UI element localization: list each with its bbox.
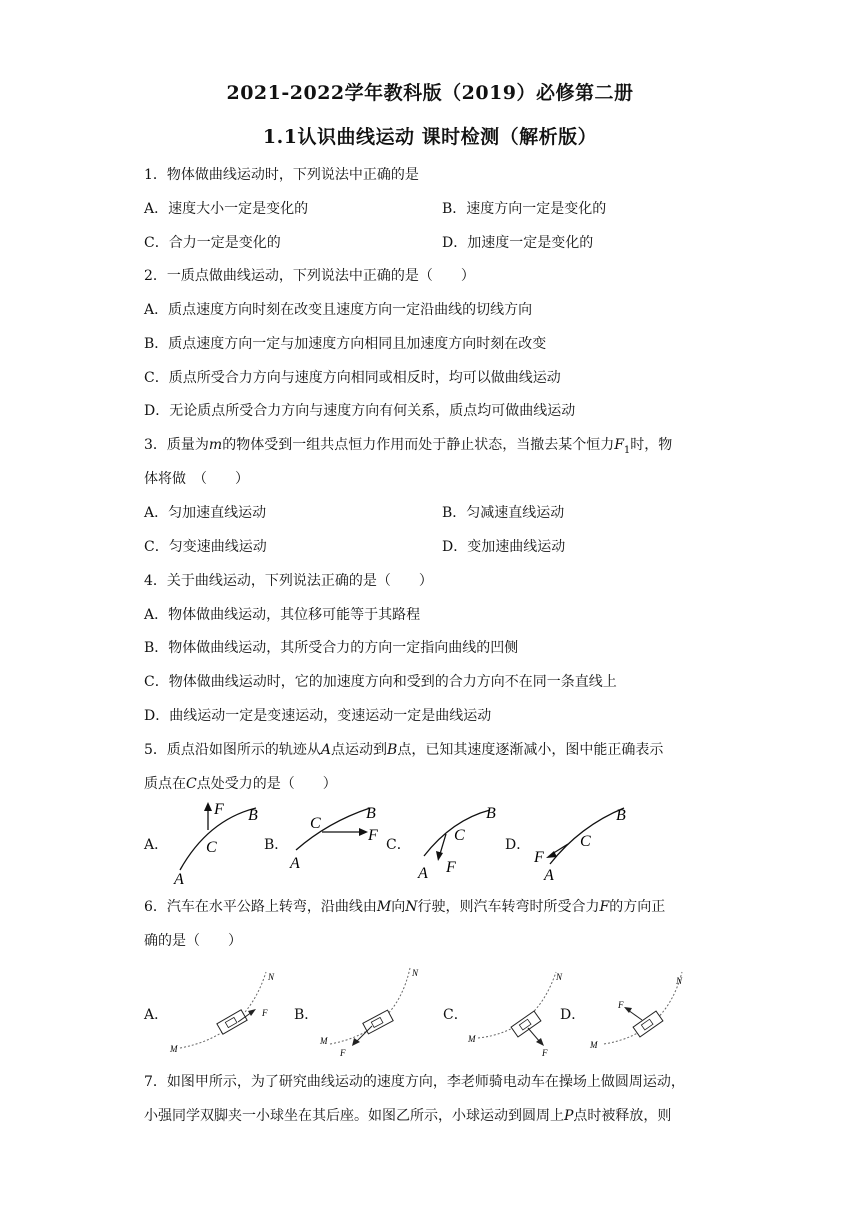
q3-stem-cont: 体将做 （ ）: [144, 471, 249, 487]
q6-figure-c: [464, 966, 574, 1058]
q2-option-c: C．质点所受合力方向与速度方向相同或相反时，均可以做曲线运动: [144, 370, 561, 386]
svg-text:C: C: [310, 815, 321, 832]
svg-text:N: N: [412, 968, 419, 978]
svg-text:M: M: [320, 1036, 328, 1046]
svg-text:N: N: [676, 976, 683, 986]
svg-text:F: F: [262, 1008, 268, 1018]
svg-text:B: B: [616, 807, 626, 824]
svg-text:F: F: [368, 827, 378, 844]
svg-text:F: F: [542, 1048, 548, 1058]
q3-option-b: B．匀减速直线运动: [442, 505, 565, 521]
q6-stem: 6．汽车在水平公路上转弯，沿曲线由M向N行驶，则汽车转弯时所受合力F的方向正: [144, 899, 666, 915]
q5-figure-a: [168, 798, 268, 886]
q4-option-c: C．物体做曲线运动时，它的加速度方向和受到的合力方向不在同一条直线上: [144, 674, 617, 690]
q1-option-c: C．合力一定是变化的: [144, 235, 281, 251]
svg-text:F: F: [214, 801, 224, 818]
q5-figure-c: [410, 798, 510, 886]
q6-fig-d-label: D．: [560, 1007, 586, 1023]
q4-option-d: D．曲线运动一定是变速运动，变速运动一定是曲线运动: [144, 708, 492, 724]
q2-option-d: D．无论质点所受合力方向与速度方向有何关系，质点均可做曲线运动: [144, 403, 576, 419]
svg-text:F: F: [446, 859, 456, 876]
q2-option-a: A．质点速度方向时刻在改变且速度方向一定沿曲线的切线方向: [144, 302, 533, 318]
q2-option-b: B．质点速度方向一定与加速度方向相同且加速度方向时刻在改变: [144, 336, 547, 352]
svg-text:F: F: [618, 1000, 624, 1010]
svg-text:A: A: [544, 867, 554, 884]
svg-text:M: M: [468, 1034, 476, 1044]
q5-fig-c-label: C．: [386, 837, 411, 853]
svg-text:M: M: [590, 1040, 598, 1050]
q4-stem: 4．关于曲线运动，下列说法正确的是（ ）: [144, 573, 433, 589]
q5-figure-d: [530, 798, 640, 886]
svg-text:C: C: [454, 827, 465, 844]
q6-fig-b-label: B．: [294, 1007, 319, 1023]
page-title: 2021-2022学年教科版（2019）必修第二册: [226, 82, 634, 104]
q3-stem: 3．质量为m的物体受到一组共点恒力作用而处于静止状态，当撤去某个恒力$F_1$时，物: [144, 437, 673, 456]
q4-option-a: A．物体做曲线运动，其位移可能等于其路程: [144, 607, 421, 623]
q3-option-c: C．匀变速曲线运动: [144, 539, 267, 555]
q1-option-a: A．速度大小一定是变化的: [144, 201, 309, 217]
svg-text:N: N: [268, 972, 275, 982]
q1-option-b: B．速度方向一定是变化的: [442, 201, 607, 217]
q5-fig-d-label: D．: [505, 837, 531, 853]
svg-text:A: A: [418, 865, 428, 882]
q6-fig-c-label: C．: [443, 1007, 468, 1023]
svg-text:B: B: [486, 805, 496, 822]
q6-figure-b: [316, 962, 426, 1058]
q3-option-a: A．匀加速直线运动: [144, 505, 267, 521]
q6-fig-a-label: A．: [144, 1007, 169, 1023]
q7-line-1: 7．如图甲所示，为了研究曲线运动的速度方向，李老师骑电动车在操场上做圆周运动，: [144, 1074, 685, 1090]
svg-text:A: A: [174, 871, 184, 888]
svg-text:B: B: [248, 807, 258, 824]
q5-fig-b-label: B．: [264, 837, 289, 853]
q1-option-d: D．加速度一定是变化的: [442, 235, 594, 251]
svg-text:F: F: [534, 849, 544, 866]
q6-stem-cont: 确的是（ ）: [144, 933, 242, 949]
svg-text:A: A: [290, 855, 300, 872]
q2-stem: 2．一质点做曲线运动，下列说法中正确的是（ ）: [144, 268, 475, 284]
q6-figure-d: [586, 966, 696, 1056]
q5-fig-a-label: A．: [144, 837, 169, 853]
page-subtitle: 1.1认识曲线运动 课时检测（解析版）: [262, 126, 598, 148]
svg-text:N: N: [556, 972, 563, 982]
svg-text:F: F: [340, 1048, 346, 1058]
q5-stem: 5．质点沿如图所示的轨迹从A点运动到B点，已知其速度逐渐减小，图中能正确表示: [144, 742, 664, 758]
q3-option-d: D．变加速曲线运动: [442, 539, 566, 555]
svg-text:B: B: [366, 805, 376, 822]
q4-option-b: B．物体做曲线运动，其所受合力的方向一定指向曲线的凹侧: [144, 640, 519, 656]
q7-line-2: 小强同学双脚夹一小球坐在其后座。如图乙所示，小球运动到圆周上P点时被释放，则: [144, 1108, 672, 1124]
q5-stem-cont: 质点在C点处受力的是（ ）: [144, 776, 337, 792]
svg-text:M: M: [170, 1044, 178, 1054]
q5-figure-b: [288, 798, 388, 886]
svg-text:C: C: [206, 839, 217, 856]
q6-figure-a: [166, 966, 276, 1056]
svg-text:C: C: [580, 833, 591, 850]
q1-stem: 1．物体做曲线运动时，下列说法中正确的是: [144, 167, 419, 183]
